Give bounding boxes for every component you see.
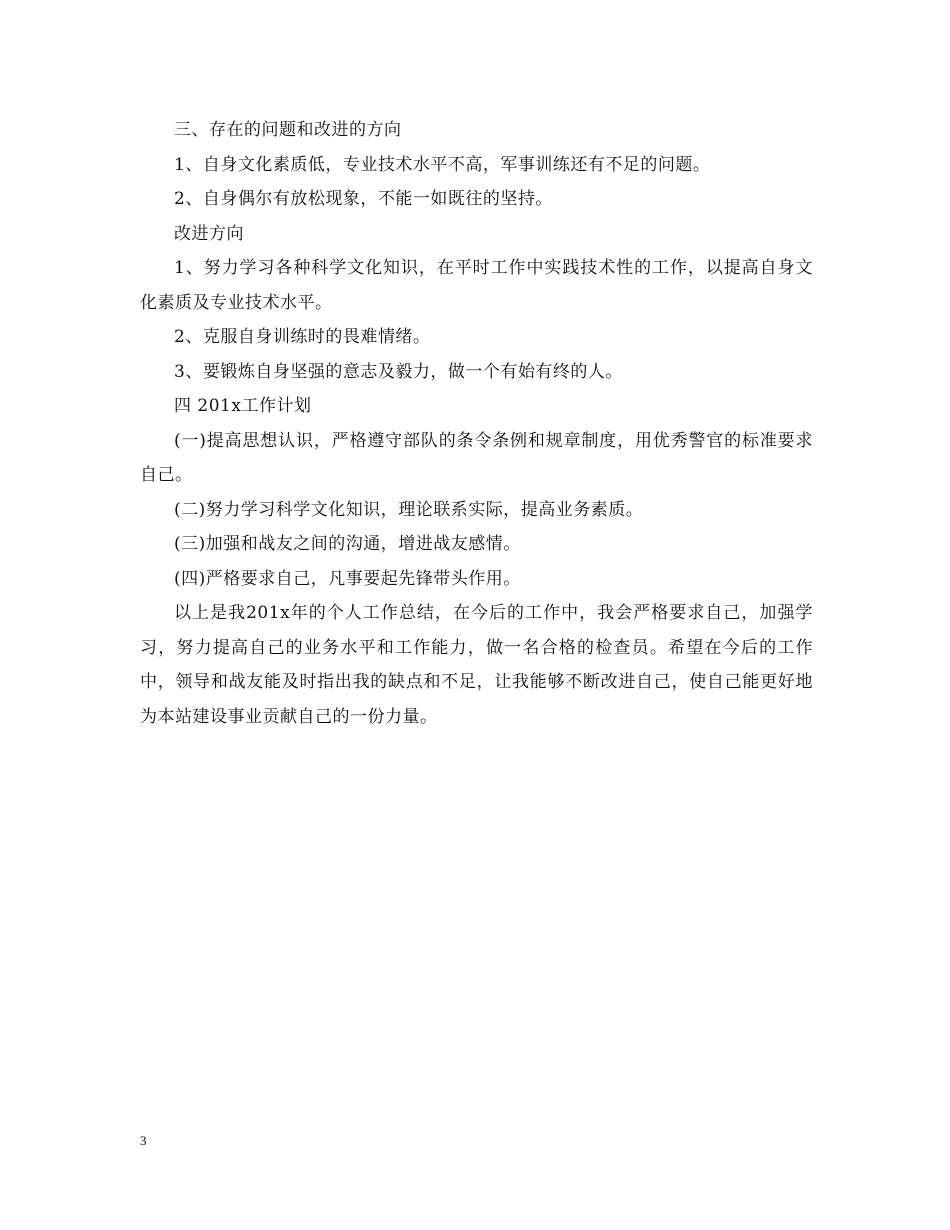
document-body — [140, 113, 813, 734]
subheading-improvement: 改进方向 — [174, 223, 244, 244]
plan-item-3: (三)加强和战友之间的沟通，增进战友感情。 — [174, 534, 521, 554]
problem-item-1: 1、自身文化素质低，专业技术水平不高，军事训练还有不足的问题。 — [174, 154, 711, 175]
improvement-item-1: 1、努力学习各种科学文化知识，在平时工作中实践技术性的工作，以提高自身文化素质及专业技术水平。 — [140, 258, 813, 313]
plan-item-2: (二)努力学习科学文化知识，理论联系实际，提高业务素质。 — [174, 499, 644, 520]
improvement-item-3: 3、要锻炼自身坚强的意志及毅力，做一个有始有终的人。 — [174, 361, 623, 382]
closing-paragraph: 以上是我201x年的个人工作总结，在今后的工作中，我会严格要求自己，加强学习，努力提高自己的业务水平和工作能力，做一名合格的检查员。希望在今后的工作中，领导和战友能及时指出我的缺点和不足，让我能够不断改进自己，使自己能更好地为本站建设事业贡献自己的一份力量。 — [140, 603, 813, 727]
section-heading-plan: 四 201x工作计划 — [174, 396, 312, 416]
problem-item-2: 2、自身偶尔有放松现象，不能一如既往的坚持。 — [174, 189, 553, 209]
plan-item-1: (一)提高思想认识，严格遵守部队的条令条例和规章制度，用优秀警官的标准要求自己。 — [140, 430, 813, 485]
plan-item-4: (四)严格要求自己，凡事要起先锋带头作用。 — [174, 568, 521, 589]
section-heading-problems: 三、存在的问题和改进的方向 — [174, 120, 402, 140]
page-number: 3 — [140, 1133, 147, 1148]
improvement-item-2: 2、克服自身训练时的畏难情绪。 — [174, 327, 431, 347]
